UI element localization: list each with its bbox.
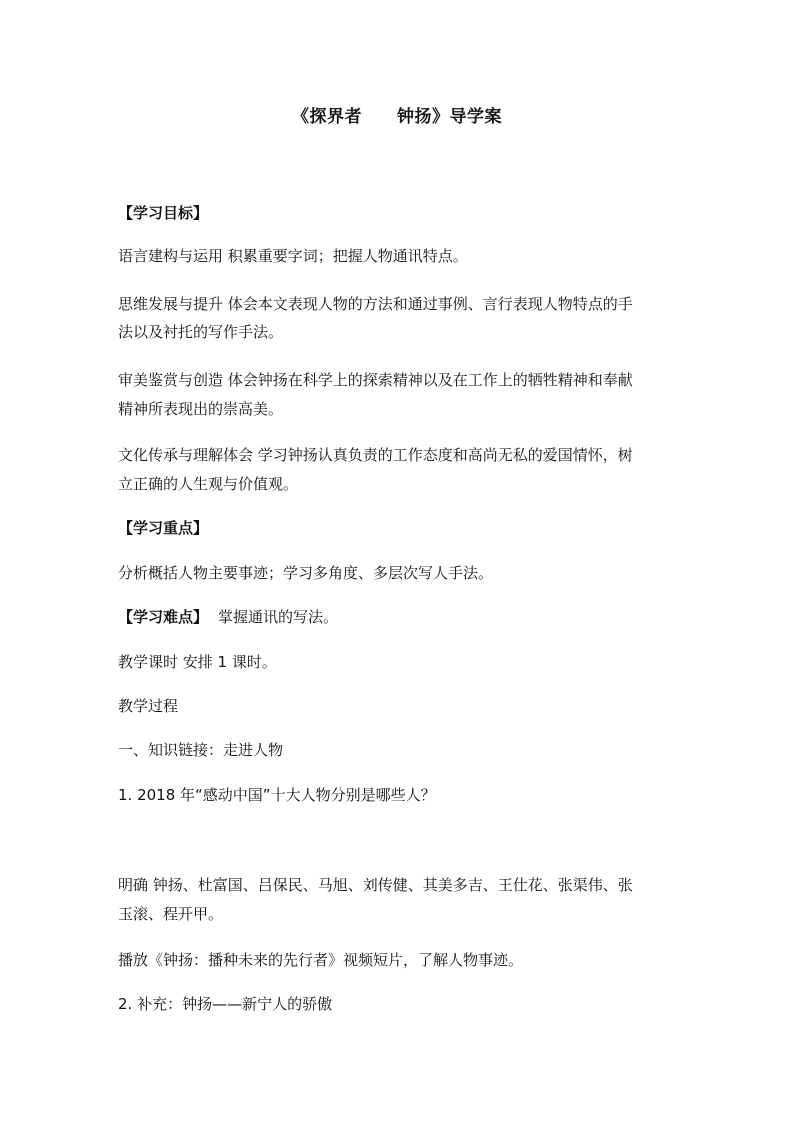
objective-language: 语言建构与运用 积累重要字词；把握人物通讯特点。 — [118, 247, 468, 265]
page-title: 《探界者 钟扬》导学案 — [292, 107, 502, 127]
objective-aesthetic-line1: 审美鉴赏与创造 体会钟扬在科学上的探索精神以及在工作上的牺牲精神和奉献 — [118, 371, 633, 389]
class-hours: 教学课时 安排 1 课时。 — [118, 653, 277, 671]
objective-culture-line1: 文化传承与理解体会 学习钟扬认真负责的工作态度和高尚无私的爱国情怀，树 — [118, 446, 633, 464]
question-2: 2. 补充：钟扬——新宁人的骄傲 — [118, 995, 333, 1013]
objective-culture-line2: 立正确的人生观与价值观。 — [118, 475, 299, 493]
objective-thinking-line2: 法以及衬托的写作手法。 — [118, 323, 284, 341]
objective-aesthetic-line2: 精神所表现出的崇高美。 — [118, 400, 284, 418]
objective-thinking-line1: 思维发展与提升 体会本文表现人物的方法和通过事例、言行表现人物特点的手 — [118, 295, 633, 313]
objectives-heading: 【学习目标】 — [118, 204, 209, 222]
difficulty-row — [118, 607, 680, 627]
difficulty-text: 掌握通讯的写法。 — [218, 608, 339, 626]
question-1: 1. 2018 年“感动中国”十大人物分别是哪些人？ — [118, 786, 436, 804]
section1-heading: 一、知识链接：走进人物 — [118, 741, 284, 759]
key-points-heading: 【学习重点】 — [118, 519, 209, 537]
difficulty-heading: 【学习难点】 — [118, 608, 209, 626]
key-points-text: 分析概括人物主要事迹；学习多角度、多层次写人手法。 — [118, 564, 494, 582]
video-note: 播放《钟扬：播种未来的先行者》视频短片，了解人物事迹。 — [118, 951, 524, 969]
answer-line2: 玉滚、程开甲。 — [118, 905, 224, 923]
answer-line1: 明确 钟扬、杜富国、吕保民、马旭、刘传健、其美多吉、王仕花、张渠伟、张 — [118, 876, 633, 894]
process-heading: 教学过程 — [118, 697, 179, 715]
